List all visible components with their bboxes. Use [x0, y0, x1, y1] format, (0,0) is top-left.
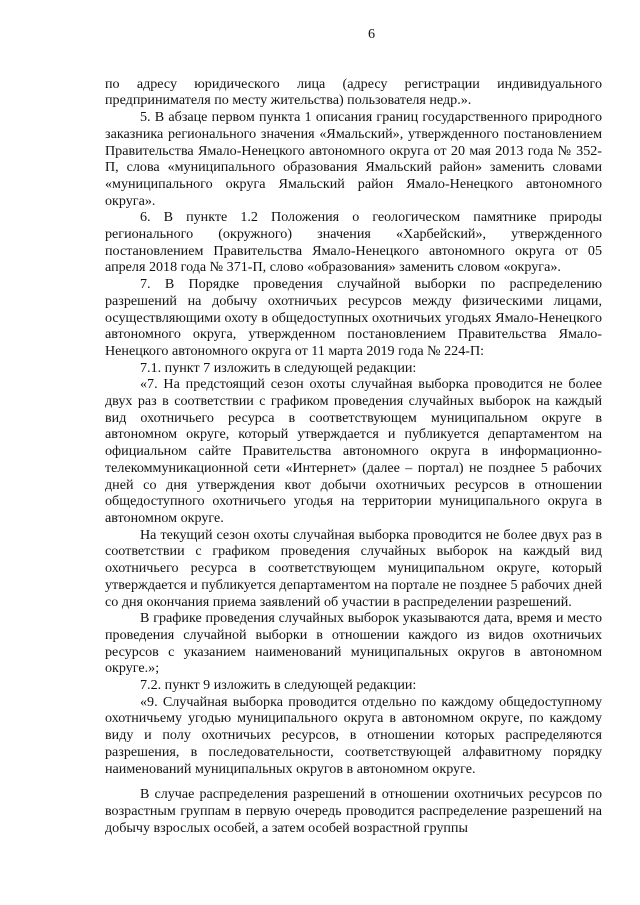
paragraph-schedule-details: В графике проведения случайных выборок указываются дата, время и место проведения случайной выборки в отношении каждого из видов охотничьих ресурсов с указанием наименований муниципальных округов в автономном округе.»;	[105, 610, 602, 677]
paragraph-item-7-1: 7.1. пункт 7 изложить в следующей редакции:	[140, 359, 417, 376]
paragraph-item-7-2: 7.2. пункт 9 изложить в следующей редакции:	[140, 677, 417, 694]
paragraph-item-7: 7. В Порядке проведения случайной выборки по распределению разрешений на добычу охотничьих ресурсов между физическими лицами, осуществляющими охоту в общедоступных охотничьих угодьях Ямало-Ненецкого автономного округа, утвержденном постановлением Правительства Ямало-Ненецкого автономного округа от 11 марта 2019 года № 224-П:	[105, 276, 602, 359]
paragraph-item-6: 6. В пункте 1.2 Положения о геологическом памятнике природы регионального (окружного) значения «Харбейский», утвержденного постановлением Правительства Ямало-Ненецкого автономного округа от 05 апреля 2018 года № 371-П, слово «образования» заменить словом «округа».	[105, 209, 602, 276]
paragraph-point-9-text: «9. Случайная выборка проводится отдельно по каждому общедоступному охотничьему угодью муниципального округа в автономном округе, по каждому виду и полу охотничьих ресурсов, в отношении которых распределяются разрешения, в последовательности, соответствующей алфавитному порядку наименований муниципальных округов в автономном округе.	[105, 693, 602, 777]
paragraph-point-7-text: «7. На предстоящий сезон охоты случайная выборка проводится не более двух раз в соответствии с графиком проведения случайных выборок на каждый вид охотничьего ресурса в соответствующем муниципальном округе в автономном округе, который утверждается и публикуется департаментом на официальном сайте Правительства автономного округа в информационно-телекоммуникационной сети «Интернет» (далее – портал) не позднее 5 рабочих дней со дня утверждения квот добычи охотничьих ресурсов в отношении общедоступного охотничьего угодья на территории муниципального округа в автономном округе.	[105, 376, 602, 526]
paragraph-continuation: по адресу юридического лица (адресу регистрации индивидуального предпринимателя по месту жительства) пользователя недр.».	[105, 75, 602, 109]
paragraph-current-season: На текущий сезон охоты случайная выборка проводится не более двух раз в соответствии с графиком проведения случайных выборок на каждый вид охотничьего ресурса в соответствующем муниципальном округе, который утверждается и публикуется департаментом на портале не позднее 5 рабочих дней со дня окончания приема заявлений об участии в распределении разрешений.	[105, 526, 602, 610]
page-number: 6	[367, 26, 376, 42]
paragraph-age-groups: В случае распределения разрешений в отношении охотничьих ресурсов по возрастным группам в первую очередь проводится распределение разрешений на добычу взрослых особей, а затем особей возрастной группы	[105, 786, 602, 836]
paragraph-item-5: 5. В абзаце первом пункта 1 описания границ государственного природного заказника регионального значения «Ямальский», утвержденного постановлением Правительства Ямало-Ненецкого автономного округа от 20 мая 2013 года № 352-П, слова «муниципального образования Ямальский район» заменить словами «муниципального округа Ямальский район Ямало-Ненецкого автономного округа».	[105, 109, 602, 209]
document-page	[105, 26, 602, 836]
